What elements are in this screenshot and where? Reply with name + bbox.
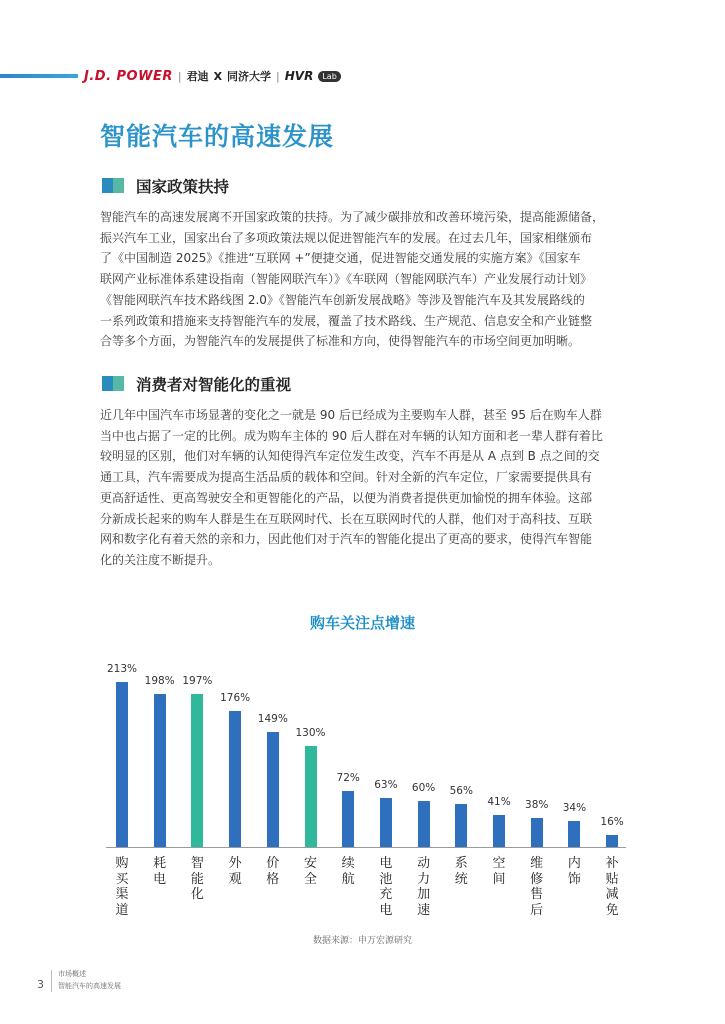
paragraph-line: 合等多个方面，为智能汽车的发展提供了标准和方向，使得智能汽车的市场空间更加明晰。 (100, 334, 581, 349)
bar-value-label: 198% (144, 674, 175, 687)
page-number: 3 (37, 978, 44, 991)
category-label: 安全 (303, 856, 317, 887)
lab-badge: Lab (318, 71, 340, 82)
jd-power-logo: J.D. POWER (84, 68, 173, 84)
chart-bar (229, 711, 241, 847)
bar-value-label: 16% (600, 815, 624, 828)
bar-value-label: 130% (295, 727, 326, 740)
data-source: 数据来源：申万宏源研究 (312, 936, 412, 946)
partner-name: 君迪 (186, 70, 209, 83)
paragraph-line: 振兴汽车工业，国家出台了多项政策法规以促进智能汽车的发展。在过去几年，国家相继颁布 (100, 230, 593, 245)
bar-value-label: 197% (182, 675, 213, 688)
bar-value-label: 38% (525, 798, 549, 811)
chart-bar (418, 801, 430, 847)
footer-section: 智能汽车的高速发展 (58, 982, 121, 990)
bar-value-label: 41% (487, 796, 511, 809)
category-label: 系统 (454, 856, 468, 887)
header-accent-line (0, 74, 78, 78)
bar-value-label: 149% (257, 712, 288, 725)
section-paragraph (100, 207, 628, 352)
chart-bar (305, 746, 317, 847)
category-label: 维修售后 (530, 856, 544, 918)
footer-divider (51, 970, 52, 992)
category-label: 耗电 (153, 856, 167, 887)
header-logos (84, 66, 341, 86)
chart-title: 购车关注点增速 (309, 614, 415, 632)
footer-chapter: 市场概述 (58, 970, 86, 978)
category-label: 续航 (341, 856, 355, 887)
category-label: 空间 (492, 856, 506, 887)
paragraph-line: 智能汽车的高速发展离不开国家政策的扶持。为了减少碳排放和改善环境污染，提高能源储备， (100, 210, 605, 224)
paragraph-line: 网和数字化有着天然的亲和力，因此他们对于汽车的智能化提出了更高的要求，使得汽车智能 (100, 532, 593, 547)
paragraph-line: 化的关注度不断提升。 (100, 552, 221, 567)
chart-bar (531, 818, 543, 847)
bar-value-label: 72% (336, 772, 360, 785)
category-label: 价格 (266, 856, 280, 887)
section-marker-icon (102, 178, 124, 193)
paragraph-line: 近几年中国汽车市场显著的变化之一就是 90 后已经成为主要购车人群，甚至 95 后在购车人群 (100, 408, 602, 422)
paragraph-line: 分新成长起来的购车人群是生在互联网时代、长在互联网时代的人群，他们对于高科技、互联 (100, 511, 593, 526)
bar-value-label: 60% (411, 781, 436, 794)
chart-bar (568, 821, 580, 847)
bar-value-label: 63% (374, 779, 398, 792)
paragraph-line: 当中也占据了一定的比例。成为购车主体的 90 后人群在对车辆的认知方面和老一辈人群有着比 (100, 428, 603, 443)
paragraph-line: 联网产业标准体系建设指南（智能网联汽车）》《车联网（智能网联汽车）产业发展行动计划》 (100, 272, 593, 287)
category-label: 智能化 (190, 856, 204, 902)
chart-bar (116, 682, 128, 847)
chart-bar (606, 835, 618, 847)
category-label: 动力加速 (417, 856, 431, 918)
category-label: 外观 (228, 856, 242, 887)
category-label: 内饰 (567, 856, 581, 887)
category-label: 购买渠道 (115, 856, 129, 918)
category-label: 补贴减免 (605, 856, 619, 918)
paragraph-line: 《智能网联汽车技术路线图 2.0》《智能汽车创新发展战略》等涉及智能汽车及其发展路线的 (100, 292, 585, 307)
header-separator: | (177, 69, 182, 83)
bar-value-label: 213% (106, 663, 138, 675)
university-name: 同济大学 (227, 70, 272, 83)
chart-bar (154, 694, 166, 847)
chart-bar (267, 732, 279, 847)
paragraph-line: 通工具，汽车需要成为提高生活品质的载体和空间。针对全新的汽车定位，厂家需要提供具有 (100, 470, 593, 485)
chart-x-axis (106, 847, 626, 848)
section-title: 国家政策扶持 (136, 178, 230, 196)
bar-value-label: 34% (562, 801, 587, 814)
chart-bar (455, 804, 467, 847)
cross-mark: X (213, 69, 223, 83)
section-paragraph (100, 405, 628, 571)
chart-bar (342, 791, 354, 847)
page-title: 智能汽车的高速发展 (100, 122, 335, 151)
paragraph-line: 更高舒适性、更高驾驶安全和更智能化的产品，以便为消费者提供更加愉悦的拥车体验。这部 (100, 490, 593, 505)
bar-value-label: 176% (220, 691, 251, 704)
paragraph-line: 了《中国制造 2025》《推进“互联网 +”便捷交通，促进智能交通发展的实施方案》《国家车 (100, 251, 581, 266)
paragraph-line: 较明显的区别，他们对车辆的认知使得汽车定位发生改变，汽车不再是从 A 点到 B 点之间的交 (100, 449, 600, 464)
chart-bar (191, 694, 203, 847)
chart-bar (380, 798, 392, 847)
category-label: 电池充电 (379, 856, 393, 918)
chart-bar (493, 815, 505, 847)
hvr-logo: HVR (284, 69, 314, 83)
paragraph-line: 一系列政策和措施来支持智能汽车的发展，覆盖了技术路线、生产规范、信息安全和产业链整 (100, 313, 593, 328)
header-separator: | (276, 69, 280, 83)
section-marker-icon (102, 376, 124, 391)
bar-value-label: 56% (449, 784, 473, 797)
section-title: 消费者对智能化的重视 (136, 376, 292, 394)
